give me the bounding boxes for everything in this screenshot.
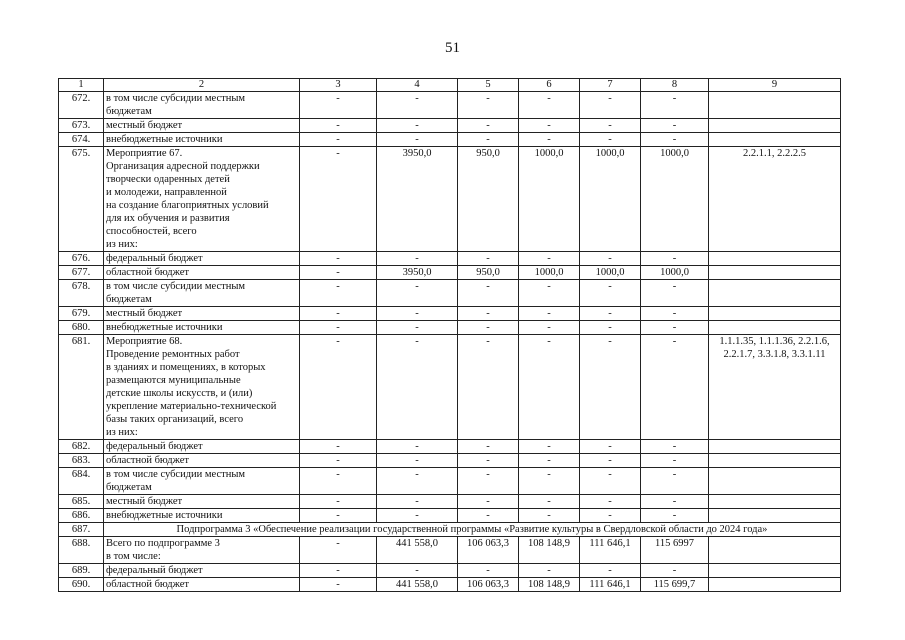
row-description: Мероприятие 67. Организация адресной поддержки творчески одаренных детей и молодежи, направленной на создание благоприятных условий для их обучения и развития способностей, всего из них: — [104, 147, 300, 252]
table-body — [59, 92, 841, 592]
col3-value: - — [300, 495, 377, 509]
table-row — [59, 147, 841, 252]
col4-value: - — [377, 252, 458, 266]
row-number: 689. — [59, 564, 104, 578]
col6-value: 1000,0 — [519, 266, 580, 280]
row-number: 687. — [59, 523, 104, 537]
col6-value: - — [519, 454, 580, 468]
col7-value: 1000,0 — [580, 266, 641, 280]
target-codes — [709, 537, 841, 564]
target-codes — [709, 495, 841, 509]
target-codes — [709, 266, 841, 280]
row-description: местный бюджет — [104, 119, 300, 133]
col3-value: - — [300, 440, 377, 454]
row-description: областной бюджет — [104, 454, 300, 468]
col6-value: - — [519, 335, 580, 440]
row-number: 683. — [59, 454, 104, 468]
row-number: 674. — [59, 133, 104, 147]
col3-value: - — [300, 537, 377, 564]
col3-value: - — [300, 509, 377, 523]
col5-value: 106 063,3 — [458, 578, 519, 592]
col6-value: - — [519, 321, 580, 335]
col6-value: 1000,0 — [519, 147, 580, 252]
col3-value: - — [300, 307, 377, 321]
table-row — [59, 454, 841, 468]
row-description: федеральный бюджет — [104, 252, 300, 266]
col6-value: - — [519, 307, 580, 321]
col8-value: 115 6997 — [641, 537, 709, 564]
col6-value: - — [519, 133, 580, 147]
col4-value: - — [377, 495, 458, 509]
column-header: 1 — [59, 79, 104, 92]
target-codes — [709, 468, 841, 495]
col7-value: - — [580, 564, 641, 578]
row-number: 680. — [59, 321, 104, 335]
row-number: 686. — [59, 509, 104, 523]
table-row — [59, 495, 841, 509]
row-description: в том числе субсидии местным бюджетам — [104, 468, 300, 495]
col6-value: - — [519, 440, 580, 454]
col4-value: - — [377, 454, 458, 468]
col8-value: - — [641, 119, 709, 133]
col7-value: - — [580, 307, 641, 321]
col5-value: - — [458, 307, 519, 321]
target-codes — [709, 92, 841, 119]
col5-value: - — [458, 119, 519, 133]
col3-value: - — [300, 468, 377, 495]
col5-value: 950,0 — [458, 266, 519, 280]
target-codes — [709, 280, 841, 307]
row-description: внебюджетные источники — [104, 321, 300, 335]
col3-value: - — [300, 266, 377, 280]
row-number: 677. — [59, 266, 104, 280]
col7-value: - — [580, 495, 641, 509]
row-description: Всего по подпрограмме 3 в том числе: — [104, 537, 300, 564]
table-row — [59, 468, 841, 495]
column-header: 3 — [300, 79, 377, 92]
col8-value: - — [641, 564, 709, 578]
col6-value: - — [519, 495, 580, 509]
col8-value: - — [641, 280, 709, 307]
table-row — [59, 280, 841, 307]
col7-value: 1000,0 — [580, 147, 641, 252]
table-row — [59, 509, 841, 523]
col7-value: - — [580, 133, 641, 147]
col3-value: - — [300, 335, 377, 440]
col4-value: - — [377, 280, 458, 307]
target-codes — [709, 509, 841, 523]
col8-value: - — [641, 335, 709, 440]
col3-value: - — [300, 564, 377, 578]
col7-value: - — [580, 468, 641, 495]
table-row — [59, 321, 841, 335]
row-description: внебюджетные источники — [104, 133, 300, 147]
row-number: 685. — [59, 495, 104, 509]
target-codes — [709, 578, 841, 592]
col8-value: - — [641, 468, 709, 495]
target-codes — [709, 454, 841, 468]
table-row — [59, 266, 841, 280]
col4-value: - — [377, 564, 458, 578]
col3-value: - — [300, 92, 377, 119]
col4-value: - — [377, 335, 458, 440]
col7-value: - — [580, 335, 641, 440]
row-number: 679. — [59, 307, 104, 321]
row-number: 675. — [59, 147, 104, 252]
table-row — [59, 133, 841, 147]
target-codes — [709, 440, 841, 454]
col7-value: - — [580, 440, 641, 454]
col5-value: - — [458, 564, 519, 578]
col6-value: - — [519, 468, 580, 495]
target-codes — [709, 307, 841, 321]
col8-value: 1000,0 — [641, 266, 709, 280]
col7-value: - — [580, 454, 641, 468]
col3-value: - — [300, 321, 377, 335]
column-header: 2 — [104, 79, 300, 92]
table-row — [59, 578, 841, 592]
row-description: Мероприятие 68. Проведение ремонтных работ в зданиях и помещениях, в которых размещаются муниципальные детские школы искусств, и (или) укрепление материально-технической базы таких организаций, всего из них: — [104, 335, 300, 440]
col5-value: 950,0 — [458, 147, 519, 252]
col5-value: - — [458, 440, 519, 454]
col5-value: - — [458, 133, 519, 147]
col5-value: - — [458, 321, 519, 335]
col8-value: 115 699,7 — [641, 578, 709, 592]
target-codes — [709, 252, 841, 266]
col7-value: 111 646,1 — [580, 578, 641, 592]
col3-value: - — [300, 252, 377, 266]
col6-value: 108 148,9 — [519, 578, 580, 592]
col8-value: - — [641, 495, 709, 509]
col4-value: 441 558,0 — [377, 578, 458, 592]
col6-value: - — [519, 564, 580, 578]
row-description: внебюджетные источники — [104, 509, 300, 523]
row-description: областной бюджет — [104, 266, 300, 280]
col5-value: - — [458, 92, 519, 119]
row-number: 682. — [59, 440, 104, 454]
col5-value: 106 063,3 — [458, 537, 519, 564]
column-header: 4 — [377, 79, 458, 92]
table-row — [59, 92, 841, 119]
target-codes — [709, 119, 841, 133]
row-description: в том числе субсидии местным бюджетам — [104, 92, 300, 119]
col6-value: - — [519, 280, 580, 307]
col5-value: - — [458, 495, 519, 509]
subprogram-title: Подпрограмма 3 «Обеспечение реализации государственной программы «Развитие культуры в Свердловской области до 2024 года» — [104, 523, 841, 537]
row-description: областной бюджет — [104, 578, 300, 592]
column-header: 5 — [458, 79, 519, 92]
col7-value: - — [580, 252, 641, 266]
col4-value: - — [377, 321, 458, 335]
page-number: 51 — [445, 40, 460, 56]
target-codes — [709, 564, 841, 578]
table-row — [59, 252, 841, 266]
col7-value: - — [580, 321, 641, 335]
table-row — [59, 564, 841, 578]
column-header: 7 — [580, 79, 641, 92]
row-number: 684. — [59, 468, 104, 495]
col7-value: - — [580, 119, 641, 133]
col3-value: - — [300, 147, 377, 252]
row-number: 676. — [59, 252, 104, 266]
table-row — [59, 119, 841, 133]
col4-value: 3950,0 — [377, 266, 458, 280]
target-codes — [709, 321, 841, 335]
col6-value: - — [519, 509, 580, 523]
column-header: 6 — [519, 79, 580, 92]
col4-value: - — [377, 440, 458, 454]
target-codes: 1.1.1.35, 1.1.1.36, 2.2.1.6, 2.2.1.7, 3.3.1.8, 3.3.1.11 — [709, 335, 841, 440]
col7-value: - — [580, 509, 641, 523]
row-number: 672. — [59, 92, 104, 119]
col7-value: - — [580, 92, 641, 119]
col3-value: - — [300, 280, 377, 307]
column-header: 9 — [709, 79, 841, 92]
row-number: 673. — [59, 119, 104, 133]
col4-value: - — [377, 307, 458, 321]
col3-value: - — [300, 119, 377, 133]
col7-value: - — [580, 280, 641, 307]
col8-value: - — [641, 321, 709, 335]
row-description: федеральный бюджет — [104, 564, 300, 578]
col4-value: - — [377, 468, 458, 495]
col5-value: - — [458, 468, 519, 495]
col5-value: - — [458, 335, 519, 440]
col3-value: - — [300, 454, 377, 468]
col4-value: 441 558,0 — [377, 537, 458, 564]
col3-value: - — [300, 133, 377, 147]
budget-table — [58, 78, 841, 592]
table-row — [59, 335, 841, 440]
col8-value: - — [641, 307, 709, 321]
col7-value: 111 646,1 — [580, 537, 641, 564]
row-number: 690. — [59, 578, 104, 592]
col6-value: - — [519, 119, 580, 133]
col4-value: - — [377, 509, 458, 523]
col5-value: - — [458, 509, 519, 523]
col8-value: - — [641, 252, 709, 266]
col8-value: - — [641, 440, 709, 454]
col8-value: 1000,0 — [641, 147, 709, 252]
col8-value: - — [641, 133, 709, 147]
col4-value: - — [377, 119, 458, 133]
table-row — [59, 537, 841, 564]
col5-value: - — [458, 280, 519, 307]
col5-value: - — [458, 252, 519, 266]
target-codes — [709, 133, 841, 147]
col8-value: - — [641, 509, 709, 523]
row-description: местный бюджет — [104, 307, 300, 321]
table-row — [59, 523, 841, 537]
column-header: 8 — [641, 79, 709, 92]
table-row — [59, 307, 841, 321]
table-row — [59, 440, 841, 454]
col6-value: 108 148,9 — [519, 537, 580, 564]
row-description: местный бюджет — [104, 495, 300, 509]
header-row — [59, 79, 841, 92]
col4-value: - — [377, 133, 458, 147]
col5-value: - — [458, 454, 519, 468]
row-description: в том числе субсидии местным бюджетам — [104, 280, 300, 307]
col4-value: 3950,0 — [377, 147, 458, 252]
col3-value: - — [300, 578, 377, 592]
row-number: 688. — [59, 537, 104, 564]
col6-value: - — [519, 252, 580, 266]
row-number: 681. — [59, 335, 104, 440]
row-number: 678. — [59, 280, 104, 307]
row-description: федеральный бюджет — [104, 440, 300, 454]
col8-value: - — [641, 92, 709, 119]
col6-value: - — [519, 92, 580, 119]
col4-value: - — [377, 92, 458, 119]
col8-value: - — [641, 454, 709, 468]
target-codes: 2.2.1.1, 2.2.2.5 — [709, 147, 841, 252]
